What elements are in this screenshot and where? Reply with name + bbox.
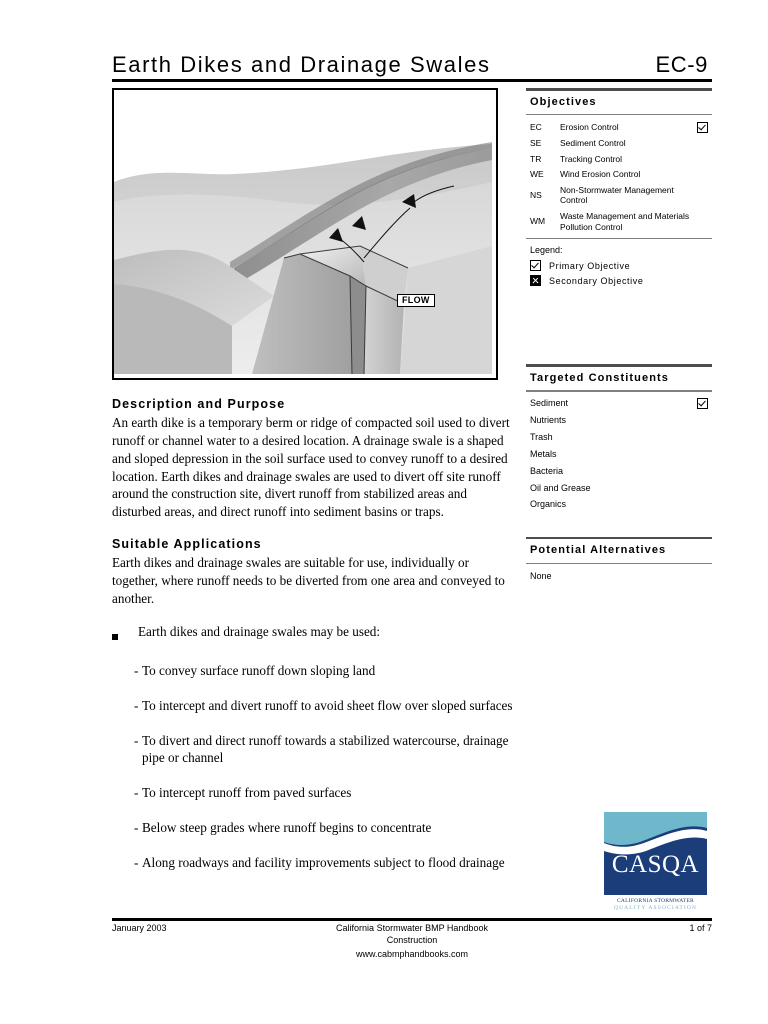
- list-item: [112, 784, 517, 802]
- legend-rule: [526, 238, 712, 240]
- square-bullet-icon: [112, 623, 138, 645]
- list-item: None: [530, 571, 552, 582]
- constituent-name: Bacteria: [530, 465, 564, 476]
- list-item: [526, 413, 712, 430]
- flow-label: FLOW: [397, 294, 435, 307]
- sub-item-text: To convey surface runoff down sloping land: [142, 663, 376, 678]
- objective-mark: [690, 119, 712, 135]
- objective-mark: [690, 167, 712, 183]
- main-content: [112, 396, 517, 871]
- description-heading: Description and Purpose: [112, 397, 286, 411]
- footer-handbook-title: California Stormwater BMP Handbook: [336, 923, 488, 933]
- constituents-rule-bottom: [526, 390, 712, 392]
- checked-checkbox-icon: [530, 260, 541, 271]
- sub-item-text: Along roadways and facility improvements subject to flood drainage: [142, 854, 505, 870]
- description-paragraph: An earth dike is a temporary berm or ridge of compacted soil used to divert runoff or channel water to a desired location. A drainage swale is a shaped and sloped depression in the soil surface used to convey runoff to a desired location. Earth dikes and drainage swales are used to divert off site runoff around the construction site, divert runoff from stabilized areas and disturbed areas, and direct runoff into sediment basins or traps.: [112, 415, 510, 519]
- alternatives-rule-bottom: [526, 563, 712, 565]
- dash-bullet-icon: -: [134, 854, 139, 870]
- logo-wordmark: CASQA: [611, 851, 700, 878]
- suitable-applications-heading: Suitable Applications: [112, 536, 262, 551]
- list-item: [526, 463, 712, 480]
- objective-name: Tracking Control: [560, 153, 623, 164]
- objective-name: Waste Management and Materials Pollution Control: [560, 211, 690, 232]
- list-item: [526, 480, 712, 497]
- objective-code: WE: [530, 169, 544, 180]
- list-item: [112, 854, 517, 872]
- sub-list: [112, 662, 517, 871]
- objective-code: TR: [530, 153, 542, 164]
- alternatives-header: Potential Alternatives: [530, 544, 667, 557]
- dash-bullet-icon: -: [134, 697, 139, 713]
- logo-square: [604, 812, 707, 895]
- legend-primary-label: Primary Objective: [549, 260, 631, 271]
- page-title: [112, 42, 712, 76]
- objective-code: SE: [530, 137, 542, 148]
- objective-mark: [690, 135, 712, 151]
- constituent-name: Trash: [530, 431, 553, 442]
- objectives-table: [526, 119, 712, 235]
- legend: [526, 245, 712, 288]
- footer-page-number: 1 of 7: [689, 923, 712, 933]
- page-footer: [112, 923, 712, 961]
- bullet-item: [112, 623, 517, 645]
- legend-title: Legend:: [530, 245, 563, 256]
- objective-mark: [690, 151, 712, 167]
- list-item: [526, 395, 712, 413]
- objective-name: Erosion Control: [560, 122, 619, 132]
- objectives-section: [526, 88, 712, 288]
- earth-dike-diagram: [114, 90, 492, 374]
- objective-code: EC: [530, 122, 542, 132]
- table-row: [526, 151, 712, 167]
- table-row: [526, 119, 712, 135]
- dash-bullet-icon: -: [134, 785, 139, 800]
- sub-item-text: To divert and direct runoff towards a stabilized watercourse, drainage pipe or channel: [142, 732, 509, 766]
- footer-section: Construction: [386, 935, 438, 945]
- footer-top-row: [112, 923, 712, 933]
- logo-subtitle-line2: QUALITY ASSOCIATION: [613, 904, 698, 911]
- table-row: [526, 167, 712, 183]
- constituent-name: Metals: [530, 448, 557, 459]
- bmp-code: EC-9: [655, 52, 708, 77]
- sub-item-text: Below steep grades where runoff begins to concentrate: [142, 819, 432, 835]
- sub-item-text: To intercept and divert runoff to avoid sheet flow over sloped surfaces: [142, 697, 513, 713]
- table-row: [526, 135, 712, 151]
- constituent-name: Organics: [530, 499, 567, 510]
- dash-bullet-icon: -: [134, 732, 139, 748]
- list-item: [112, 732, 517, 768]
- table-row: [526, 209, 712, 235]
- checked-checkbox-icon: [697, 398, 708, 409]
- footer-website: www.cabmphandbooks.com: [355, 949, 469, 960]
- objectives-rule-bottom: [526, 114, 712, 116]
- dash-bullet-icon: -: [134, 819, 139, 835]
- legend-primary-row: [530, 258, 712, 273]
- list-item: [112, 662, 517, 680]
- bullet-text: Earth dikes and drainage swales may be used:: [138, 624, 381, 640]
- alternatives-list: [526, 567, 712, 585]
- objective-mark: [690, 209, 712, 235]
- objective-mark: [690, 182, 712, 208]
- objective-code: WM: [530, 216, 546, 227]
- footer-date: January 2003: [112, 923, 167, 933]
- casqa-logo: [604, 812, 707, 912]
- dash-bullet-icon: -: [134, 663, 139, 678]
- constituent-name: Oil and Grease: [530, 482, 591, 493]
- objectives-header: Objectives: [530, 95, 597, 108]
- list-item: [526, 446, 712, 463]
- list-item: [526, 429, 712, 446]
- spacer: [112, 521, 517, 536]
- list-item: [112, 819, 517, 837]
- constituent-name: Nutrients: [530, 415, 567, 425]
- legend-secondary-row: [530, 273, 712, 288]
- objective-name: Non-Stormwater Management Control: [560, 184, 674, 206]
- illustration-figure: [112, 88, 498, 380]
- suitable-applications-paragraph: Earth dikes and drainage swales are suitable for use, individually or together, where runoff needs to be diverted from one area and conveyed to another.: [112, 555, 505, 606]
- sub-item-text: To intercept runoff from paved surfaces: [142, 785, 352, 800]
- constituents-header: Targeted Constituents: [530, 371, 670, 384]
- checked-checkbox-icon: [697, 122, 708, 133]
- page-title-text: Earth Dikes and Drainage Swales: [112, 52, 491, 77]
- constituent-name: Sediment: [530, 397, 569, 408]
- table-row: [526, 182, 712, 208]
- targeted-constituents-section: [526, 364, 712, 514]
- potential-alternatives-section: [526, 537, 712, 585]
- objective-code: NS: [530, 190, 542, 201]
- constituents-list: [526, 395, 712, 514]
- title-divider: [112, 79, 712, 82]
- logo-subtitle-line1: CALIFORNIA STORMWATER: [617, 898, 694, 904]
- objective-name: Wind Erosion Control: [560, 169, 641, 180]
- footer-divider: [112, 918, 712, 921]
- objective-name: Sediment Control: [560, 137, 626, 148]
- sidebar: [526, 88, 712, 585]
- legend-secondary-label: Secondary Objective: [549, 275, 644, 286]
- channel-inner-face: [350, 276, 366, 374]
- list-item: [526, 497, 712, 514]
- list-item: [112, 697, 517, 715]
- filled-x-box-icon: [530, 275, 541, 286]
